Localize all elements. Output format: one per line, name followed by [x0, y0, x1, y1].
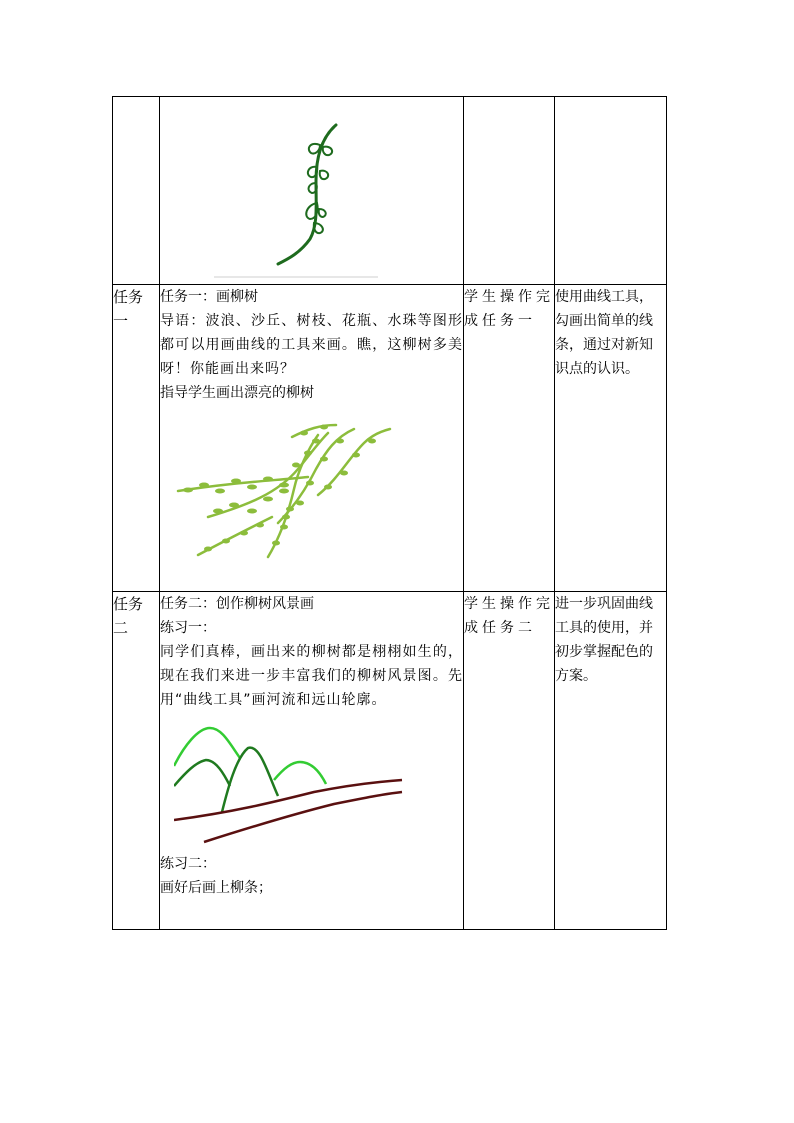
willow-tree-drawing — [168, 419, 428, 567]
lesson-plan-table — [112, 96, 667, 930]
intent-cell — [555, 97, 667, 285]
content-cell — [160, 97, 464, 285]
content-cell — [160, 285, 464, 592]
activity-cell — [464, 285, 555, 592]
task-one-intro: 导语：波浪、沙丘、树枝、花瓶、水珠等图形都可以用画曲线的工具来画。瞧，这柳树多美呀！你能画出来吗？ — [160, 313, 463, 377]
task-one-guide: 指导学生画出漂亮的柳树 — [160, 385, 314, 401]
exercise-one-text: 同学们真棒，画出来的柳树都是栩栩如生的，现在我们来进一步丰富我们的柳树风景图。先用“曲线工具”画河流和远山轮廓。 — [160, 644, 463, 708]
task-two-intent: 进一步巩固曲线工具的使用，并初步掌握配色的方案。 — [555, 596, 653, 684]
activity-cell — [464, 97, 555, 285]
row-label-cell — [113, 97, 160, 285]
content-cell — [160, 592, 464, 930]
exercise-one-heading: 练习一： — [160, 620, 216, 636]
row-label-cell — [113, 285, 160, 592]
task-two-label: 任务二 — [113, 595, 144, 637]
intent-cell — [555, 285, 667, 592]
task-one-activity: 学生操作完成任务一 — [464, 289, 554, 329]
exercise-two-heading: 练习二： — [160, 856, 216, 872]
exercise-two-text: 画好后画上柳条； — [160, 880, 272, 896]
activity-cell — [464, 592, 555, 930]
task-two-activity: 学生操作完成任务二 — [464, 596, 554, 636]
task-two-title: 任务二：创作柳树风景画 — [160, 596, 314, 612]
river-mountain-drawing — [174, 718, 414, 848]
task-one-intent: 使用曲线工具，勾画出简单的线条，通过对新知识点的认识。 — [555, 289, 653, 377]
table-row — [113, 285, 667, 592]
single-willow-branch-drawing — [160, 97, 463, 284]
task-one-label: 任务一 — [113, 288, 144, 330]
table-row — [113, 592, 667, 930]
row-label-cell — [113, 592, 160, 930]
intent-cell — [555, 592, 667, 930]
table-row — [113, 97, 667, 285]
task-one-title: 任务一：画柳树 — [160, 289, 258, 305]
